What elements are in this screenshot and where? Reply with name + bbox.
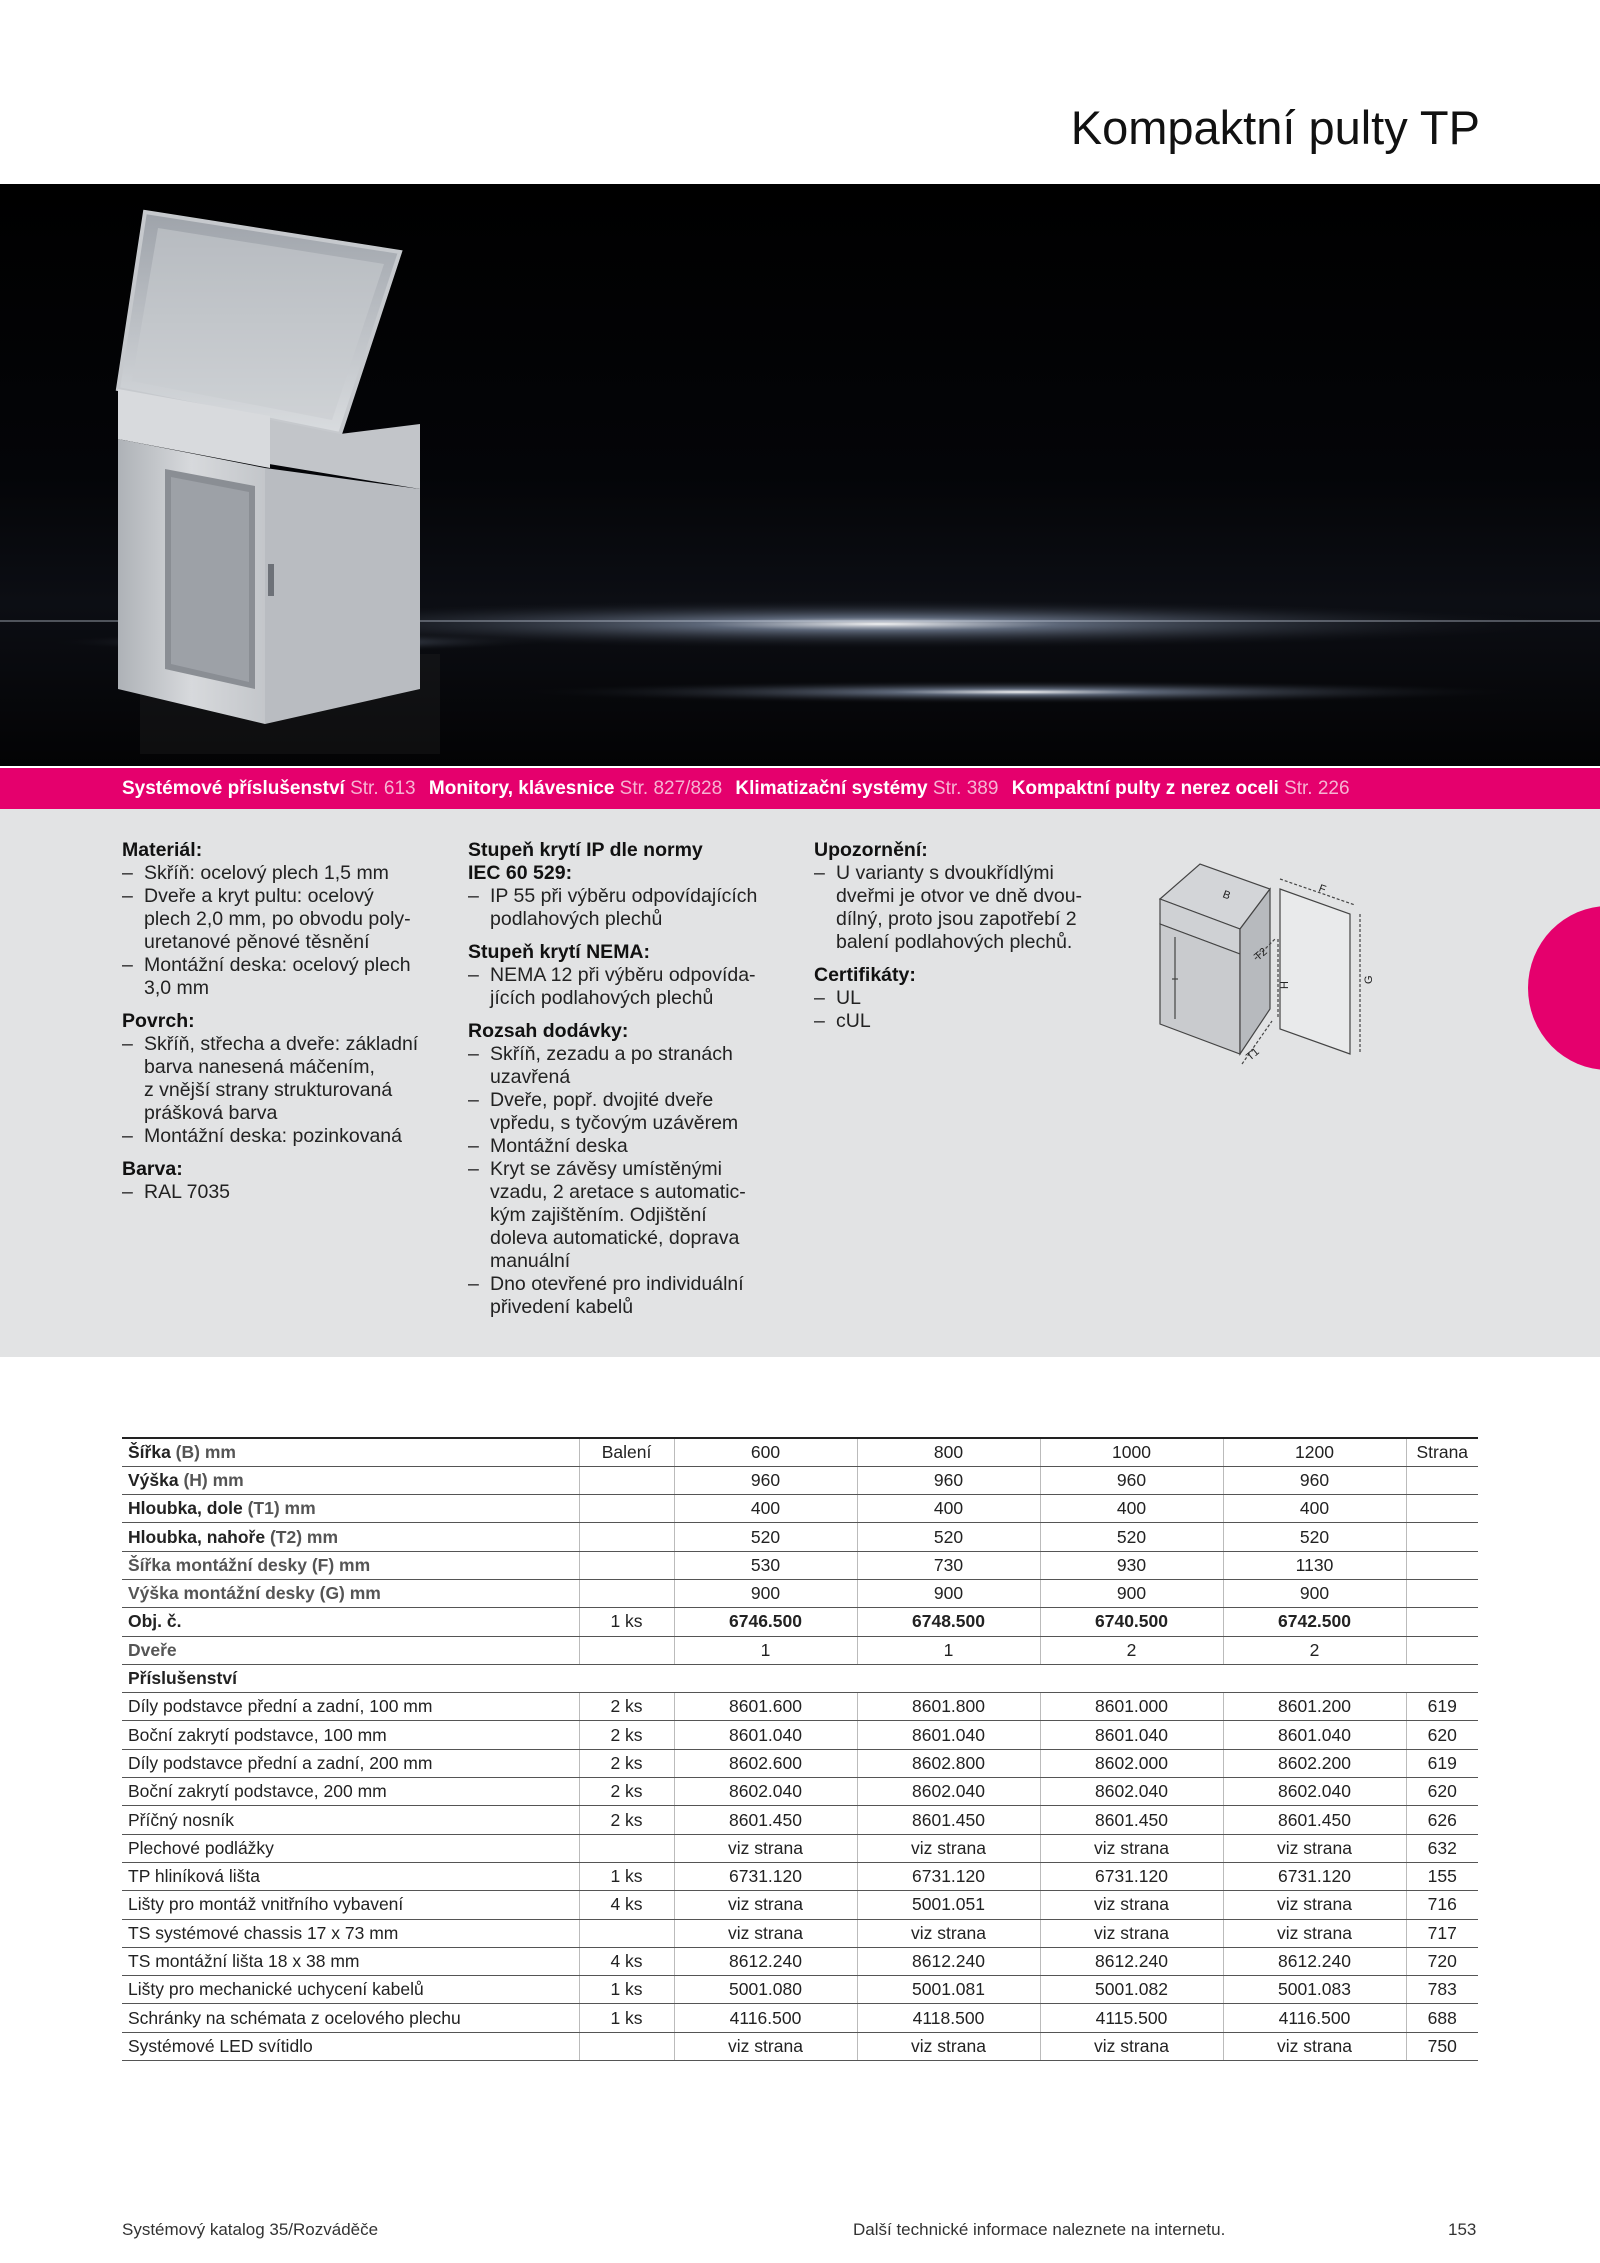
page-cell: Strana — [1406, 1438, 1478, 1466]
page-cell: 620 — [1406, 1721, 1478, 1749]
packaging-cell — [579, 1466, 674, 1494]
packaging-cell: 2 ks — [579, 1721, 674, 1749]
packaging-cell — [579, 1579, 674, 1607]
table-row — [122, 1919, 1478, 1947]
value-cell: 8612.240 — [1040, 1947, 1223, 1975]
table-row — [122, 1495, 1478, 1523]
table-row — [122, 1466, 1478, 1494]
diagram-label-f: F — [1316, 882, 1328, 897]
page-number: 153 — [1448, 2220, 1477, 2239]
value-cell: 6731.120 — [857, 1862, 1040, 1890]
table-row — [122, 1579, 1478, 1607]
accessory-label: TP hliníková lišta — [122, 1862, 579, 1890]
value-cell: 4118.500 — [857, 2004, 1040, 2032]
page-cell: 619 — [1406, 1693, 1478, 1721]
value-cell: 520 — [1223, 1523, 1406, 1551]
table-row — [122, 1778, 1478, 1806]
value-cell: 6731.120 — [1223, 1862, 1406, 1890]
table-row — [122, 1891, 1478, 1919]
diagram-label-g: G — [1363, 975, 1375, 984]
page-cell — [1406, 1551, 1478, 1579]
value-cell: 8612.240 — [857, 1947, 1040, 1975]
packaging-cell: Balení — [579, 1438, 674, 1466]
heading: Povrch: — [122, 1010, 195, 1032]
value-cell: 2 — [1040, 1636, 1223, 1664]
value-cell: 8602.040 — [674, 1778, 857, 1806]
value-cell: 4116.500 — [1223, 2004, 1406, 2032]
value-cell: viz strana — [857, 1919, 1040, 1947]
list-item: – Skříň, zezadu a po stranách uzavřená — [468, 1043, 798, 1089]
accessory-ref[interactable]: Klimatizační systémy Str. 389 — [735, 778, 999, 799]
dimension-diagram — [1150, 839, 1390, 1079]
info-column-protection — [468, 839, 798, 1319]
value-cell: viz strana — [1040, 1834, 1223, 1862]
value-cell: 8602.040 — [1040, 1778, 1223, 1806]
list-item: – IP 55 při výběru odpovídajících podlahových plechů — [468, 885, 798, 931]
value-cell: 1200 — [1223, 1438, 1406, 1466]
accessory-label: Schránky na schémata z ocelového plechu — [122, 2004, 579, 2032]
list-item: – Montážní deska: ocelový plech 3,0 mm — [122, 954, 452, 1000]
table-row — [122, 2004, 1478, 2032]
page-title: Kompaktní pulty TP — [1070, 101, 1480, 154]
packaging-cell: 1 ks — [579, 1862, 674, 1890]
value-cell: 6742.500 — [1223, 1608, 1406, 1636]
list-item: – Skříň: ocelový plech 1,5 mm — [122, 862, 452, 885]
value-cell: 5001.081 — [857, 1976, 1040, 2004]
table-row — [122, 1438, 1478, 1466]
value-cell: viz strana — [674, 1891, 857, 1919]
list-item: – Montážní deska: pozinkovaná — [122, 1125, 452, 1148]
value-cell: 8601.450 — [1040, 1806, 1223, 1834]
accessory-label: Systémové LED svítidlo — [122, 2032, 579, 2060]
value-cell: 5001.051 — [857, 1891, 1040, 1919]
row-label-note: Výška montážní desky (G) mm — [128, 1583, 381, 1604]
heading: Rozsah dodávky: — [468, 1020, 629, 1042]
packaging-cell: 4 ks — [579, 1891, 674, 1919]
table-row — [122, 1947, 1478, 1975]
value-cell: 1000 — [1040, 1438, 1223, 1466]
list-item: – NEMA 12 při výběru odpovída- jících podlahových plechů — [468, 964, 798, 1010]
info-column-material — [122, 839, 452, 1204]
list-item: – cUL — [814, 1010, 1134, 1033]
accessory-ref[interactable]: Kompaktní pulty z nerez oceli Str. 226 — [1011, 778, 1350, 799]
list-item: – Skříň, střecha a dveře: základní barva nanesená máčením, z vnější strany strukturovaná prášková barva — [122, 1033, 452, 1125]
heading: Materiál: — [122, 839, 203, 861]
compact-console-image — [0, 184, 1600, 766]
table-row — [122, 1551, 1478, 1579]
row-label-note: (B) mm — [170, 1441, 236, 1462]
value-cell: 6746.500 — [674, 1608, 857, 1636]
row-label-note: (H) mm — [178, 1469, 244, 1490]
footer-info: Další technické informace naleznete na internetu. — [853, 2220, 1226, 2239]
page-cell: 619 — [1406, 1749, 1478, 1777]
value-cell: 960 — [674, 1466, 857, 1494]
row-label — [122, 1523, 579, 1551]
table-row — [122, 1862, 1478, 1890]
packaging-cell — [579, 1551, 674, 1579]
row-label-note: Šířka montážní desky (F) mm — [128, 1554, 371, 1575]
value-cell: viz strana — [1223, 2032, 1406, 2060]
packaging-cell: 1 ks — [579, 1608, 674, 1636]
value-cell: 400 — [674, 1495, 857, 1523]
page-cell: 688 — [1406, 2004, 1478, 2032]
value-cell: 8601.040 — [1223, 1721, 1406, 1749]
table-row — [122, 1834, 1478, 1862]
page-cell: 716 — [1406, 1891, 1478, 1919]
value-cell: 8602.040 — [857, 1778, 1040, 1806]
page-cell: 750 — [1406, 2032, 1478, 2060]
heading: Barva: — [122, 1158, 183, 1180]
value-cell: 8612.240 — [674, 1947, 857, 1975]
value-cell: 8602.000 — [1040, 1749, 1223, 1777]
value-cell: 1 — [674, 1636, 857, 1664]
value-cell: 400 — [1040, 1495, 1223, 1523]
value-cell: 8601.450 — [674, 1806, 857, 1834]
value-cell: viz strana — [1223, 1919, 1406, 1947]
packaging-cell — [579, 1834, 674, 1862]
packaging-cell: 2 ks — [579, 1778, 674, 1806]
table-row — [122, 1636, 1478, 1664]
value-cell: viz strana — [1223, 1834, 1406, 1862]
list-item: – UL — [814, 987, 1134, 1010]
value-cell: 530 — [674, 1551, 857, 1579]
value-cell: viz strana — [1040, 2032, 1223, 2060]
value-cell: viz strana — [674, 2032, 857, 2060]
accessory-label: Lišty pro montáž vnitřního vybavení — [122, 1891, 579, 1919]
value-cell: 520 — [674, 1523, 857, 1551]
table-row — [122, 1806, 1478, 1834]
value-cell: 8601.450 — [1223, 1806, 1406, 1834]
table-row — [122, 1523, 1478, 1551]
row-label-bold: Výška — [128, 1469, 179, 1490]
page-cell — [1406, 1523, 1478, 1551]
product-photo — [0, 184, 1600, 766]
page-cell: 626 — [1406, 1806, 1478, 1834]
page-cell: 632 — [1406, 1834, 1478, 1862]
value-cell: 8601.600 — [674, 1693, 857, 1721]
heading: Upozornění: — [814, 839, 928, 861]
accessory-label: Díly podstavce přední a zadní, 200 mm — [122, 1749, 579, 1777]
value-cell: 960 — [857, 1466, 1040, 1494]
value-cell: 800 — [857, 1438, 1040, 1466]
heading: Stupeň krytí NEMA: — [468, 941, 651, 963]
row-label-note: (T1) mm — [242, 1498, 316, 1519]
value-cell: 8602.600 — [674, 1749, 857, 1777]
value-cell: 1130 — [1223, 1551, 1406, 1579]
heading: Certifikáty: — [814, 964, 916, 986]
table-section-header — [122, 1664, 1478, 1692]
value-cell: 8601.040 — [674, 1721, 857, 1749]
value-cell: 8612.240 — [1223, 1947, 1406, 1975]
page-cell: 717 — [1406, 1919, 1478, 1947]
table-row — [122, 1721, 1478, 1749]
value-cell: 960 — [1223, 1466, 1406, 1494]
value-cell: 6731.120 — [674, 1862, 857, 1890]
row-label-bold: Šířka — [128, 1441, 171, 1462]
value-cell: 8602.800 — [857, 1749, 1040, 1777]
packaging-cell — [579, 1636, 674, 1664]
diagram-label-b: B — [1220, 888, 1232, 903]
row-label — [122, 1438, 579, 1466]
value-cell: 2 — [1223, 1636, 1406, 1664]
accessory-label: TS montážní lišta 18 x 38 mm — [122, 1947, 579, 1975]
packaging-cell — [579, 1523, 674, 1551]
accessory-label: TS systémové chassis 17 x 73 mm — [122, 1919, 579, 1947]
page-cell: 620 — [1406, 1778, 1478, 1806]
value-cell: viz strana — [857, 1834, 1040, 1862]
page-cell: 783 — [1406, 1976, 1478, 2004]
diagram-label-t1: T1 — [1244, 1045, 1262, 1064]
packaging-cell: 2 ks — [579, 1806, 674, 1834]
value-cell: viz strana — [674, 1919, 857, 1947]
value-cell: 400 — [1223, 1495, 1406, 1523]
accessory-header: Příslušenství — [122, 1664, 1478, 1692]
row-label-bold: Hloubka, nahoře — [128, 1526, 266, 1547]
value-cell: 1 — [857, 1636, 1040, 1664]
value-cell: 4116.500 — [674, 2004, 857, 2032]
list-item: – Montážní deska — [468, 1135, 798, 1158]
row-label — [122, 1608, 579, 1636]
value-cell: viz strana — [1040, 1891, 1223, 1919]
value-cell: 8601.040 — [857, 1721, 1040, 1749]
list-item: – U varianty s dvoukřídlými dveřmi je otvor ve dně dvou- dílný, proto jsou zapotřebí 2 balení podlahových plechů. — [814, 862, 1134, 954]
info-column-notes — [814, 839, 1134, 1033]
value-cell: 900 — [857, 1579, 1040, 1607]
product-info-panel — [0, 809, 1600, 1357]
value-cell: 6748.500 — [857, 1608, 1040, 1636]
row-label-bold: Obj. č. — [128, 1611, 182, 1632]
value-cell: 930 — [1040, 1551, 1223, 1579]
accessory-label: Plechové podlážky — [122, 1834, 579, 1862]
row-label-note: (T2) mm — [265, 1526, 339, 1547]
accessory-ref[interactable]: Monitory, klávesnice Str. 827/828 — [428, 778, 723, 799]
table-row — [122, 1976, 1478, 2004]
packaging-cell: 2 ks — [579, 1693, 674, 1721]
value-cell: 6731.120 — [1040, 1862, 1223, 1890]
value-cell: viz strana — [1223, 1891, 1406, 1919]
value-cell: 8601.800 — [857, 1693, 1040, 1721]
packaging-cell: 2 ks — [579, 1749, 674, 1777]
value-cell: 5001.083 — [1223, 1976, 1406, 2004]
table-row — [122, 1608, 1478, 1636]
value-cell: 600 — [674, 1438, 857, 1466]
page-cell: 155 — [1406, 1862, 1478, 1890]
accessory-label: Boční zakrytí podstavce, 200 mm — [122, 1778, 579, 1806]
value-cell: 6740.500 — [1040, 1608, 1223, 1636]
accessory-label: Lišty pro mechanické uchycení kabelů — [122, 1976, 579, 2004]
value-cell: viz strana — [1040, 1919, 1223, 1947]
accessory-reference-bar — [0, 768, 1600, 809]
value-cell: viz strana — [674, 1834, 857, 1862]
list-item: – RAL 7035 — [122, 1181, 452, 1204]
row-label — [122, 1636, 579, 1664]
row-label — [122, 1551, 579, 1579]
value-cell: 8601.040 — [1040, 1721, 1223, 1749]
list-item: – Dveře a kryt pultu: ocelový plech 2,0 mm, po obvodu poly- uretanové pěnové těsnění — [122, 885, 452, 954]
value-cell: viz strana — [857, 2032, 1040, 2060]
value-cell: 4115.500 — [1040, 2004, 1223, 2032]
page-cell — [1406, 1466, 1478, 1494]
packaging-cell — [579, 1495, 674, 1523]
row-label-note: Dveře — [128, 1639, 177, 1660]
accessory-label: Příčný nosník — [122, 1806, 579, 1834]
specification-table — [122, 1437, 1478, 2061]
value-cell: 730 — [857, 1551, 1040, 1579]
table-row — [122, 2032, 1478, 2060]
value-cell: 8601.000 — [1040, 1693, 1223, 1721]
packaging-cell: 1 ks — [579, 1976, 674, 2004]
table-row — [122, 1749, 1478, 1777]
diagram-label-h: H — [1279, 981, 1291, 989]
value-cell: 8601.450 — [857, 1806, 1040, 1834]
packaging-cell: 4 ks — [579, 1947, 674, 1975]
row-label — [122, 1579, 579, 1607]
packaging-cell: 1 ks — [579, 2004, 674, 2032]
value-cell: 900 — [1040, 1579, 1223, 1607]
value-cell: 5001.082 — [1040, 1976, 1223, 2004]
value-cell: 520 — [857, 1523, 1040, 1551]
value-cell: 960 — [1040, 1466, 1223, 1494]
page-cell: 720 — [1406, 1947, 1478, 1975]
value-cell: 8602.040 — [1223, 1778, 1406, 1806]
value-cell: 900 — [674, 1579, 857, 1607]
page-cell — [1406, 1608, 1478, 1636]
value-cell: 8602.200 — [1223, 1749, 1406, 1777]
packaging-cell — [579, 1919, 674, 1947]
page-cell — [1406, 1495, 1478, 1523]
footer-catalog-name: Systémový katalog 35/Rozváděče — [122, 2220, 379, 2239]
table-row — [122, 1693, 1478, 1721]
packaging-cell — [579, 2032, 674, 2060]
accessory-label: Boční zakrytí podstavce, 100 mm — [122, 1721, 579, 1749]
row-label — [122, 1466, 579, 1494]
list-item: – Dveře, popř. dvojité dveře vpředu, s tyčovým uzávěrem — [468, 1089, 798, 1135]
value-cell: 5001.080 — [674, 1976, 857, 2004]
list-item: – Kryt se závěsy umístěnými vzadu, 2 aretace s automatic- kým zajištěním. Odjištění doleva automatické, doprava manuální — [468, 1158, 798, 1273]
value-cell: 400 — [857, 1495, 1040, 1523]
value-cell: 520 — [1040, 1523, 1223, 1551]
page-cell — [1406, 1579, 1478, 1607]
row-label — [122, 1495, 579, 1523]
accessory-ref[interactable]: Systémové příslušenství Str. 613 — [122, 778, 416, 799]
accessory-label: Díly podstavce přední a zadní, 100 mm — [122, 1693, 579, 1721]
heading: Stupeň krytí IP dle normy IEC 60 529: — [468, 839, 703, 884]
value-cell: 900 — [1223, 1579, 1406, 1607]
value-cell: 8601.200 — [1223, 1693, 1406, 1721]
row-label-bold: Hloubka, dole — [128, 1498, 243, 1519]
page-cell — [1406, 1636, 1478, 1664]
diagram-label-t2: T2 — [1252, 945, 1270, 964]
list-item: – Dno otevřené pro individuální přivedení kabelů — [468, 1273, 798, 1319]
